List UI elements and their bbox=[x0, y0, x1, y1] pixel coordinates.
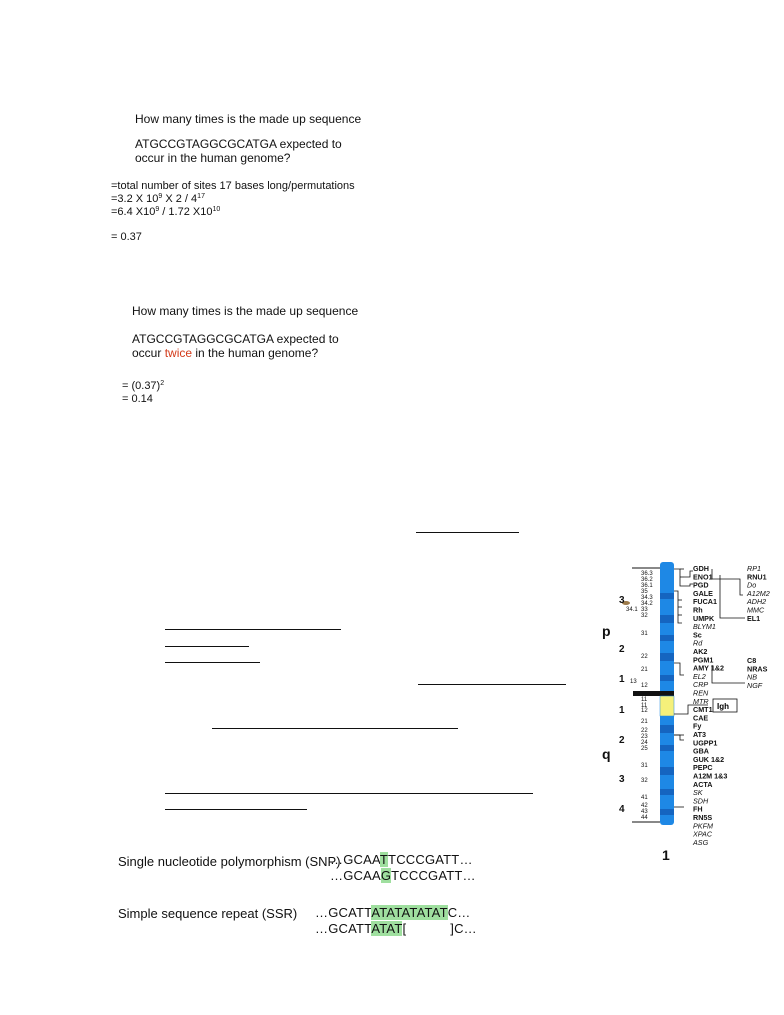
chromosome-1-ideogram bbox=[600, 555, 784, 867]
ssr-sequence-1: …GCATTATATATATATC… bbox=[315, 905, 471, 920]
snp-sequence-1: …GCAATTCCCGATT… bbox=[330, 852, 473, 867]
band-label: 44 bbox=[641, 815, 648, 821]
gene-label: PKFM bbox=[693, 821, 713, 831]
gene-label: ADH2 bbox=[747, 597, 767, 607]
band-label: 36.3 bbox=[641, 571, 653, 577]
gene-label: GBA bbox=[693, 746, 709, 756]
question1-line3: occur in the human genome? bbox=[135, 151, 291, 165]
region-label: 1 bbox=[619, 705, 625, 716]
gene-label: MMC bbox=[747, 605, 765, 615]
ssr-sequence-2: …GCATTATAT[ ]C… bbox=[315, 921, 477, 936]
band-label: 12 bbox=[641, 708, 648, 714]
band-label: 23 bbox=[641, 734, 648, 740]
genes-right-top-list bbox=[746, 564, 770, 623]
gene-label: CMT1 bbox=[693, 705, 713, 715]
gene-label: UMPK bbox=[693, 613, 715, 623]
gene-label: FH bbox=[693, 804, 703, 814]
gene-label: Sc bbox=[693, 630, 702, 640]
blank-line bbox=[165, 809, 307, 810]
region-label: 4 bbox=[619, 804, 625, 815]
question2-line1: How many times is the made up sequence bbox=[132, 304, 359, 318]
gene-label: ASG bbox=[693, 837, 709, 847]
question1-line1: How many times is the made up sequence bbox=[135, 112, 362, 126]
gene-label: Rd bbox=[693, 638, 703, 648]
snp-label: Single nucleotide polymorphism (SNP) bbox=[118, 854, 341, 869]
band-label: 34.1 bbox=[626, 607, 638, 613]
gene-label: AMY 1&2 bbox=[693, 663, 725, 673]
band-label: 24 bbox=[641, 740, 648, 746]
question2-line3: occur twice in the human genome? bbox=[132, 346, 319, 360]
band-label: 33 bbox=[641, 607, 648, 613]
igh-label: Igh bbox=[717, 702, 729, 711]
band-label: 42 bbox=[641, 803, 648, 809]
gene-label: Fy bbox=[693, 721, 702, 731]
band-label: 32 bbox=[641, 778, 648, 784]
band-label: 21 bbox=[641, 719, 648, 725]
gene-label: GALE bbox=[693, 588, 713, 598]
region-label: 3 bbox=[619, 774, 625, 785]
gene-label: Do bbox=[747, 580, 757, 590]
snp-sequence-2: …GCAAGTCCCGATT… bbox=[330, 868, 476, 883]
gene-label: SK bbox=[693, 788, 703, 798]
region-label: 2 bbox=[619, 735, 625, 746]
gene-label: RN5S bbox=[693, 813, 713, 822]
gene-label: XPAC bbox=[693, 829, 713, 839]
snp-highlight: G bbox=[380, 868, 392, 883]
gene-label: AT3 bbox=[693, 730, 707, 739]
answer1-line1: =total number of sites 17 bases long/permutations bbox=[111, 180, 355, 192]
band-label: 41 bbox=[641, 795, 648, 801]
question1-line2: ATGCCGTAGGCGCATGA expected to bbox=[135, 137, 342, 151]
gene-label: NB bbox=[747, 672, 757, 682]
gene-label: ACTA bbox=[693, 779, 713, 789]
gene-label: ENO1 bbox=[693, 572, 713, 582]
answer1-result: = 0.37 bbox=[111, 231, 142, 243]
question2-line2: ATGCCGTAGGCGCATGA expected to bbox=[132, 332, 339, 346]
gene-label: A12M2 bbox=[747, 588, 770, 598]
arm-q-label: q bbox=[602, 746, 611, 762]
band-label: 11 bbox=[641, 703, 648, 709]
gene-label: C8 bbox=[747, 656, 757, 665]
gene-label: GUK 1&2 bbox=[693, 754, 725, 764]
gene-label: PEPC bbox=[693, 763, 713, 773]
region-label: 2 bbox=[619, 644, 625, 655]
ssr-highlight: ATATATATAT bbox=[371, 905, 448, 920]
band-label: 21 bbox=[641, 667, 648, 673]
gene-label: RP1 bbox=[747, 564, 761, 573]
gene-label: CAE bbox=[693, 713, 709, 723]
gene-label: NGF bbox=[747, 680, 763, 690]
gene-label: REN bbox=[693, 688, 709, 698]
answer1-line3: =6.4 $X10^9 / 1.72$ $X10^{10}$ bbox=[111, 206, 221, 218]
band-label: 34.2 bbox=[641, 601, 653, 607]
gene-label: PGD bbox=[693, 580, 709, 590]
answer1-line2: =3.2 X $10^9$ X $2 / 4^{17}$ bbox=[111, 193, 205, 205]
answer2-line1: = $(0.37)^2$ bbox=[122, 380, 165, 392]
band-label: 36.1 bbox=[641, 583, 653, 589]
blank-line bbox=[165, 646, 249, 647]
arm-p-label: p bbox=[602, 623, 611, 639]
genes-right-mid-list bbox=[747, 656, 768, 690]
region-label: 3 bbox=[619, 595, 625, 606]
band-label: 31 bbox=[641, 631, 648, 637]
blank-line bbox=[418, 684, 566, 685]
region-label: 1 bbox=[619, 674, 625, 685]
band-label: 34.3 bbox=[641, 595, 653, 601]
gene-label: NRAS bbox=[747, 664, 768, 674]
gene-label: MTR bbox=[693, 696, 709, 706]
band-label: 13 bbox=[630, 679, 637, 685]
blank-line bbox=[212, 728, 458, 729]
band-label: 22 bbox=[641, 654, 648, 660]
gene-label: UGPP1 bbox=[693, 738, 718, 748]
blank-line bbox=[416, 532, 519, 533]
band-label: 32 bbox=[641, 613, 648, 619]
band-label: 25 bbox=[641, 746, 648, 752]
band-label: 22 bbox=[641, 728, 648, 734]
band-label: 35 bbox=[641, 589, 648, 595]
gene-label: EL2 bbox=[693, 671, 706, 681]
gene-label: GDH bbox=[693, 564, 709, 573]
gene-label: Rh bbox=[693, 605, 703, 615]
ssr-label: Simple sequence repeat (SSR) bbox=[118, 906, 298, 921]
centromere-highlight bbox=[660, 696, 674, 716]
gene-label: RNU1 bbox=[747, 572, 767, 582]
blank-line bbox=[165, 793, 533, 794]
snp-highlight: T bbox=[379, 852, 389, 867]
band-label: 36.2 bbox=[641, 577, 653, 583]
gene-label: CRP bbox=[693, 680, 709, 690]
gene-label: A12M 1&3 bbox=[693, 771, 728, 781]
band-label: 43 bbox=[641, 809, 648, 815]
gene-label: FUCA1 bbox=[693, 597, 717, 607]
gene-label: PGM1 bbox=[693, 655, 714, 665]
blank-line bbox=[165, 662, 260, 663]
gene-label: AK2 bbox=[693, 647, 708, 656]
gene-label: BLYM1 bbox=[693, 622, 716, 632]
gene-label: EL1 bbox=[747, 613, 761, 623]
twice-highlight: twice bbox=[164, 346, 193, 360]
centromere bbox=[633, 691, 674, 696]
answer2-line2: = 0.14 bbox=[122, 393, 153, 405]
band-label: 12 bbox=[641, 683, 648, 689]
band-label: 31 bbox=[641, 763, 648, 769]
blank-line bbox=[165, 629, 341, 630]
gene-label: SDH bbox=[693, 796, 709, 806]
band-label: 11 bbox=[641, 697, 648, 703]
chromosome-number: 1 bbox=[662, 847, 670, 863]
ssr-highlight: ATAT bbox=[371, 921, 403, 936]
